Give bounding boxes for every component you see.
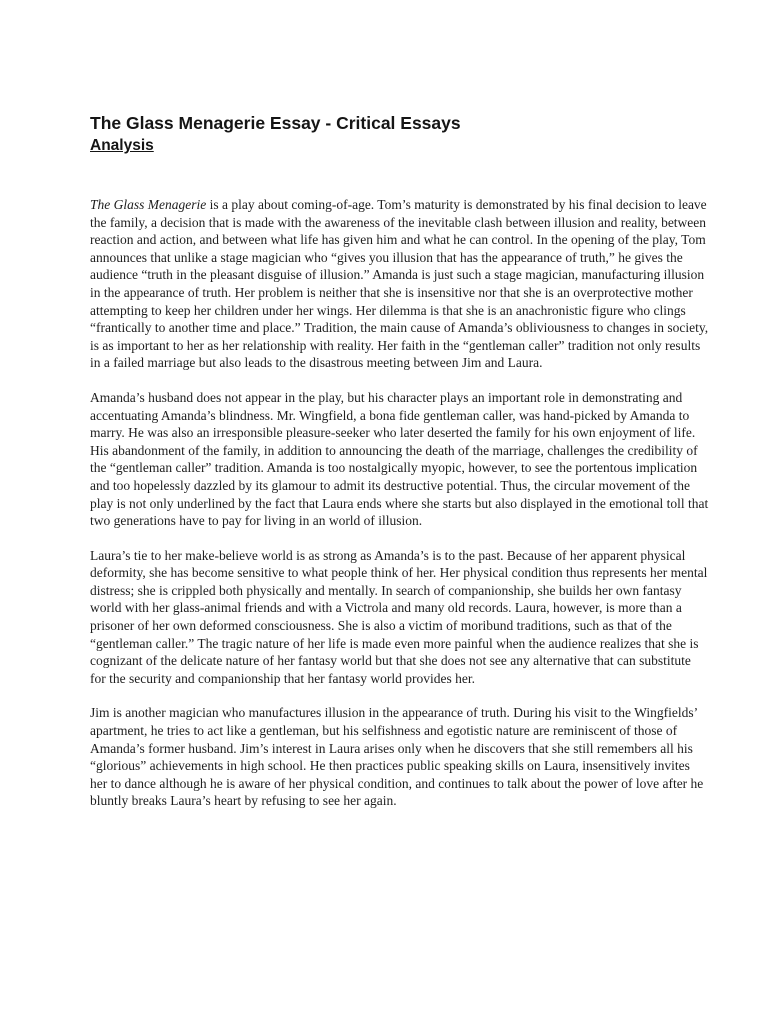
paragraph-2: Amanda’s husband does not appear in the play, but his character plays an important role in demonstrating and accentuating Amanda’s blindness. Mr. Wingfield, a bona fide gentleman caller, was hand-picked by Amanda to marry. He was also an irresponsible pleasure-seeker who later deserted the family for his own enjoyment of life. His abandonment of the family, in addition to announcing the death of the marriage, challenges the credibility of the “gentleman caller” tradition. Amanda is too nostalgically myopic, however, to see the portentous implication and too hopelessly dazzled by its glamour to admit its destructive potential. Thus, the circular movement of the play is not only underlined by the fact that Laura ends where she starts but also displayed in the emotional toll that two generations have to pay for living in an world of illusion. [90,389,709,529]
paragraph-4: Jim is another magician who manufactures illusion in the appearance of truth. During his visit to the Wingfields’ apartment, he tries to act like a gentleman, but his selfishness and egotistic nature are reminiscent of those of Amanda’s former husband. Jim’s interest in Laura arises only when he discovers that she still remembers all his “glorious” achievements in high school. He then practices public speaking skills on Laura, insensitively invites her to dance although he is aware of her physical condition, and continues to talk about the power of love after he bluntly breaks Laura’s heart by refusing to see her again. [90,705,704,809]
document-content [90,112,710,827]
paragraph-1 [90,196,710,372]
document-subtitle: Analysis [90,137,154,154]
paragraph-1-text: is a play about coming-of-age. Tom’s maturity is demonstrated by his final decision to leave the family, a decision that is made with the awareness of the inevitable clash between illusion and reality, between reaction and action, and between what life has given him and what he can control. In the opening of the play, Tom announces that unlike a stage magician who “gives you illusion that has the appearance of truth,” he gives the audience “truth in the pleasant disguise of illusion.” Amanda is just such a stage magician, manufacturing illusion in the appearance of truth. Her problem is neither that she is insensitive nor that she is an overprotective mother attempting to keep her children under her wings. Her dilemma is that she is an anachronistic figure who clings “frantically to another time and place.” Tradition, the main cause of Amanda’s obliviousness to changes in society, is as important to her as her relationship with reality. Her faith in the “gentleman caller” tradition not only results in a failed marriage but also leads to the disastrous meeting between Jim and Laura. [90,197,709,371]
essay-body [90,196,710,810]
document-title: The Glass Menagerie Essay - Critical Essays [90,113,461,133]
paragraph-3: Laura’s tie to her make-believe world is as strong as Amanda’s is to the past. Because of her apparent physical deformity, she has become sensitive to what people think of her. Her physical condition thus represents her mental distress; she is crippled both physically and mentally. In search of companionship, she builds her own fantasy world with her glass-animal friends and with a Victrola and many old records. Laura, however, is more than a prisoner of her own deformed consciousness. She is also a victim of moribund traditions, such as that of the “gentleman caller.” The tragic nature of her life is made even more painful when the audience realizes that she is cognizant of the delicate nature of her fantasy world but that she does not see any alternative that can substitute for the security and companionship that her fantasy world provides her. [90,547,708,686]
play-title-italic: The Glass Menagerie [90,197,207,212]
